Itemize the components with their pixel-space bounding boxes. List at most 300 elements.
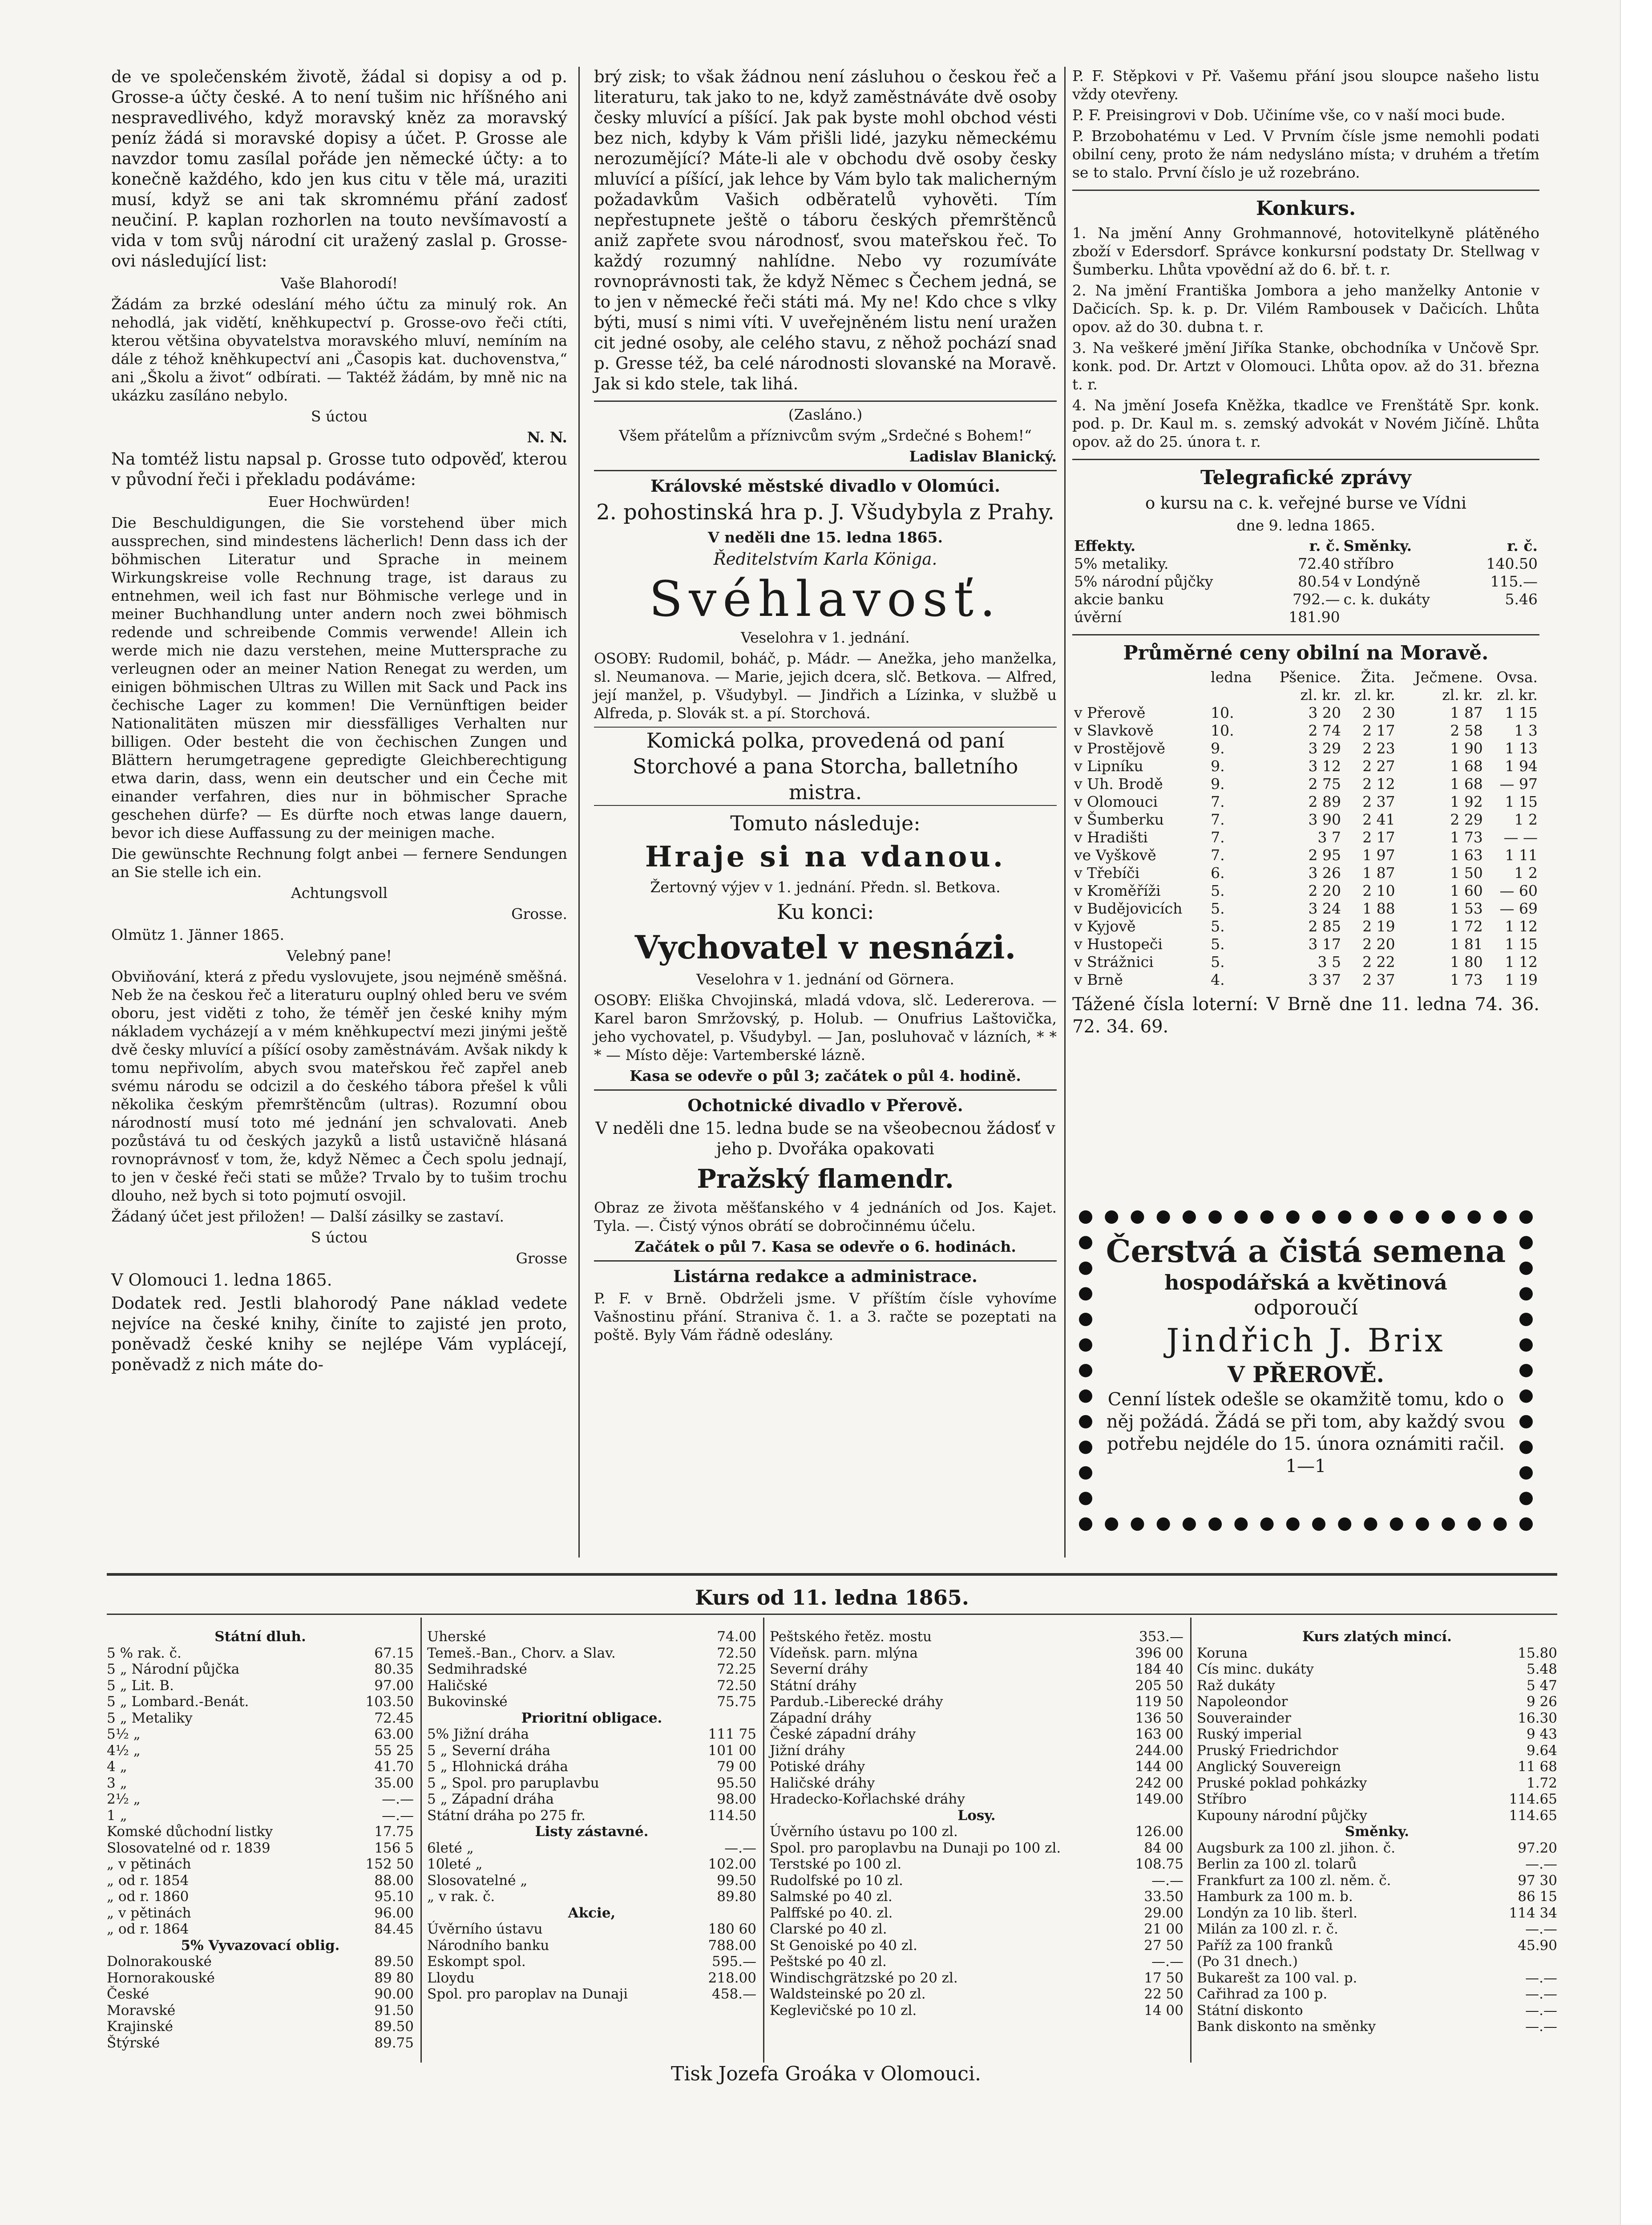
rate-value: 242 00: [1135, 1775, 1183, 1791]
rate-row: [1197, 1840, 1557, 1857]
listarna: Listárna redakce a administrace. P. F. v Brně. Obdrželi jsme. V příštím čísle vyhovíme Vašnostinu přání. Straniva č. 1. a 3. račte se pozeptati na poště. Byly Vám řádně odeslány.: [594, 1260, 1057, 1344]
table-cell: 2 41: [1362, 811, 1395, 828]
rate-value: 27 50: [1144, 1937, 1183, 1954]
rate-value: 84.45: [374, 1921, 414, 1937]
rate-value: —.—: [1525, 1986, 1557, 2002]
rate-value: 33.50: [1144, 1889, 1183, 1905]
rate-value: 75.75: [717, 1694, 756, 1710]
rate-label: Windischgrätzské po 20 zl.: [770, 1970, 958, 1986]
table-cell: 7.: [1211, 829, 1225, 846]
table-cell: v Prostějově: [1074, 740, 1165, 757]
rate-label: Spol. pro paroplav na Dunaji: [427, 1986, 628, 2002]
rate-label: Spol. pro paroplavbu na Dunaji po 100 zl.: [770, 1840, 1061, 1856]
rate-value: 1.72: [1526, 1775, 1557, 1791]
rate-value: 96.00: [374, 1905, 414, 1921]
table-cell: 9.: [1211, 775, 1225, 793]
rate-label: Londýn za 10 lib. šterl.: [1197, 1905, 1358, 1921]
rate-row: [427, 1759, 756, 1775]
rate-value: 9.64: [1526, 1742, 1557, 1759]
table-cell: 2 17: [1362, 829, 1395, 846]
table-cell: — 69: [1499, 900, 1538, 917]
rate-label: St Genoiské po 40 zl.: [770, 1937, 917, 1954]
table-row: [1072, 722, 1539, 740]
table-row: [1072, 882, 1539, 900]
rate-row: [427, 1726, 756, 1743]
table-cell: 2 95: [1308, 846, 1341, 864]
rate-value: 163 00: [1135, 1726, 1183, 1742]
rate-value: 29.00: [1144, 1905, 1183, 1921]
article-text: brý zisk; to však žádnou není zásluhou o českou řeč a literaturu, tak jako to ne, když zaměstnáváte dvě osoby česky mluvící a píšící. Jak pak byste mohl obchod vésti bez nich, kdyby k Vám přišli lidé, jazyku německému nerozumějící? Máte-li ale v obchodu dvě osoby česky mluvící a píšící, jak lehce by Vám bylo tak malicherným požadavkům Vašich odběratelů vyhověti. Tím nepřestupnete ještě o táboru českých přemrštěnců aniž zapřete svou národnosť, svou mateřskou řeč. To každý rozumný nahlídne. Nebo vy rozumíváte rovnoprávnosti tak, že když Němec s Čechem jedná, se to jen v německé řeči státi má. My ne! Kdo chce s vlky býti, musí s nimi víti. V uveřejněném listu není uražen cit jedné osoby, ale celého stavu, z něhož pochází snad p. Gresse též, ba celé národnosti slovanské na Moravě. Jak si kdo stele, tak lihá.: [594, 67, 1057, 393]
rate-value: 79 00: [717, 1759, 756, 1775]
rate-row: [770, 1889, 1183, 1905]
rate-value: 788.00: [708, 1937, 756, 1954]
table-cell: v Uh. Brodě: [1074, 775, 1163, 793]
rate-row: [770, 1856, 1183, 1873]
table-cell: 1 92: [1450, 793, 1483, 810]
rate-label: Západní dráhy: [770, 1710, 872, 1726]
rate-label: Státní dráhy: [770, 1677, 856, 1694]
rate-label: Slosovatelné od r. 1839: [107, 1840, 271, 1856]
table-cell: ve Vyškově: [1074, 846, 1156, 864]
rate-row: [427, 1629, 756, 1645]
rate-value: —.—: [1525, 1856, 1557, 1872]
rate-row: [770, 1938, 1183, 1954]
printer-imprint: Tisk Jozefa Groáka v Olomouci.: [670, 2063, 982, 2085]
table-cell: 1 11: [1505, 846, 1538, 864]
table-cell: 2 37: [1362, 793, 1395, 810]
rate-label: 5½ „: [107, 1726, 141, 1742]
rate-label: Lloydu: [427, 1970, 475, 1986]
table-cell: v Šumberku: [1074, 811, 1164, 828]
rate-value: 353.—: [1139, 1629, 1183, 1645]
section-rule: [107, 1573, 1557, 1576]
rate-row: [770, 1954, 1183, 1970]
table-cell: 5.: [1211, 882, 1225, 899]
table-cell: 3 37: [1308, 971, 1341, 988]
table-cell: v Slavkově: [1074, 722, 1154, 739]
table-cell: 10.: [1211, 704, 1234, 721]
rate-label: Palffské po 40. zl.: [770, 1905, 893, 1921]
rate-row: [1197, 1710, 1557, 1727]
rate-label: České: [107, 1986, 149, 2002]
table-row: [1072, 811, 1539, 829]
table-row: [1072, 793, 1539, 811]
table-cell: 2 20: [1362, 935, 1395, 953]
rate-label: 5 „ Národní půjčka: [107, 1661, 240, 1677]
rate-label: Severní dráhy: [770, 1661, 868, 1677]
rate-row: [107, 1970, 414, 1986]
rate-value: 458.—: [711, 1986, 756, 2002]
rate-value: —.—: [724, 1840, 756, 1856]
column-3: [1072, 67, 1539, 1040]
table-cell: 1 73: [1450, 971, 1483, 988]
table-row: [1072, 740, 1539, 757]
rate-subhead: 5% Vyvazovací oblig.: [181, 1937, 340, 1954]
rate-row: [770, 1743, 1183, 1759]
kurs-col-3: [770, 1629, 1183, 2019]
rate-label: Bukarešt za 100 val. p.: [1197, 1970, 1357, 1986]
rate-value: 126.00: [1135, 1824, 1183, 1840]
rate-value: 89.75: [374, 2035, 414, 2051]
table-cell: v Přerově: [1074, 704, 1146, 721]
table-cell: 2 29: [1450, 811, 1483, 828]
rate-row: [427, 1986, 756, 2002]
rate-row: [427, 1678, 756, 1694]
rate-row: [427, 1856, 756, 1873]
rate-row: [1197, 1889, 1557, 1905]
rate-label: Hradecko-Kořlachské dráhy: [770, 1791, 965, 1807]
telegraph: Telegrafické zprávy o kursu na c. k. veřejné burse ve Vídni dne 9. ledna 1865. Effekty. r. č. Směnky. r. č. 5% metaliky. 72.40 stříbro 140.50 5% národní půjčky 80.54 v Londýně 115.— akcie banku 792.— c. k. dukáty 5.46 úvěrní 181.90: [1072, 459, 1539, 626]
rate-value: 101 00: [708, 1742, 756, 1759]
rate-value: 119 50: [1135, 1694, 1183, 1710]
table-cell: 1 73: [1450, 829, 1483, 846]
rate-row: [427, 1921, 756, 1938]
grain-table: ledna Pšenice. Žita. Ječmene. Ovsa. zl. kr. zl. kr. zl. kr. zl. kr. v Přerově 10. 3 20 2 30 1 87 1 15 v Slavkově 10. 2 74 2 17 2 58 1 3 v Prostějově 9. 3 29 2 23 1 90 1 13 v Lipníku 9. 3 12 2 27 1 68 1 94 v Uh. Brodě 9. 2 75 2 12 1 68 — 97 v Olomouci 7. 2 89 2 37 1 92 1 15 v Šumberku 7. 3 90 2 41 2 29 1 2 v Hradišti 7. 3 7 2 17 1 73 — — ve Vyškově 7. 2 95 1 97 1 63 1 11 v Třebíči 6. 3 26 1 87 1 50 1 2 v Kroměříži 5. 2 20 2 10 1 60 — 60 v Budějovicích 5. 3 24 1 88 1 53 — 69 v Kyjově 5. 2 85 2 19 1 72 1 12 v Hustopeči 5. 3 17 2 20 1 81 1 15 v Strážnici 5. 3 5 2 22 1 80 1 12 v Brně 4. 3 37 2 37 1 73 1 19: [1072, 668, 1539, 989]
table-cell: — 60: [1499, 882, 1538, 899]
rate-row: [1197, 1678, 1557, 1694]
rate-row: [770, 1629, 1183, 1645]
table-cell: 3 12: [1308, 757, 1341, 775]
table-cell: 3 24: [1308, 900, 1341, 917]
rate-value: 205 50: [1135, 1677, 1183, 1694]
rate-label: Uherské: [427, 1629, 486, 1645]
rate-row: [107, 1921, 414, 1938]
rate-value: —.—: [1525, 2002, 1557, 2019]
rate-subhead: Směnky.: [1345, 1824, 1410, 1840]
rate-label: Kupouny národní půjčky: [1197, 1807, 1367, 1824]
table-cell: 7.: [1211, 846, 1225, 864]
rate-row: [107, 2002, 414, 2019]
rate-row: [107, 1986, 414, 2002]
rate-value: —.—: [1525, 1970, 1557, 1986]
rate-value: 89 80: [374, 1970, 414, 1986]
rate-value: 114.65: [1509, 1791, 1557, 1807]
rate-label: Hamburk za 100 m. b.: [1197, 1889, 1353, 1905]
rate-row: [770, 1824, 1183, 1840]
rate-row: [770, 1775, 1183, 1792]
rate-label: Štýrské: [107, 2035, 160, 2051]
rate-label: „ od r. 1860: [107, 1889, 189, 1905]
rate-value: 95.10: [374, 1889, 414, 1905]
rate-value: 114.65: [1509, 1807, 1557, 1824]
table-cell: 2 37: [1362, 971, 1395, 988]
rate-label: Berlin za 100 zl. tolarů: [1197, 1856, 1357, 1872]
rate-label: Milán za 100 zl. r. č.: [1197, 1921, 1338, 1937]
table-cell: 3 26: [1308, 864, 1341, 882]
rate-value: 72.45: [374, 1710, 414, 1726]
rate-row: [770, 1905, 1183, 1922]
rate-row: [427, 1873, 756, 1889]
column-rule: [1064, 67, 1066, 1558]
rate-label: Stříbro: [1197, 1791, 1247, 1807]
rate-row: [107, 1791, 414, 1808]
rate-label: Bank diskonto na směnky: [1197, 2019, 1376, 2035]
rate-value: 41.70: [374, 1759, 414, 1775]
column-1: [111, 67, 567, 1378]
table-cell: 3 90: [1308, 811, 1341, 828]
table-cell: 1 63: [1450, 846, 1483, 864]
rate-value: 84 00: [1144, 1840, 1183, 1856]
rate-label: Haličské: [427, 1677, 488, 1694]
rate-value: 63.00: [374, 1726, 414, 1742]
table-cell: 2 30: [1362, 704, 1395, 721]
table-row: [1072, 918, 1539, 935]
table-cell: 5.: [1211, 900, 1225, 917]
rate-row: [770, 1759, 1183, 1775]
rate-label: Sedmihradské: [427, 1661, 527, 1677]
rate-value: 9 26: [1526, 1694, 1557, 1710]
rate-label: Úvěrního ústavu: [427, 1921, 543, 1937]
rate-label: Peštského řetěz. mostu: [770, 1629, 932, 1645]
rate-row: [1197, 1775, 1557, 1792]
article-text: Na tomtéž listu napsal p. Grosse tuto odpověď, kterou v původní řeči i překladu podáváme:: [111, 449, 567, 489]
rate-label: Cařihrad za 100 p.: [1197, 1986, 1328, 2002]
rate-row: [1197, 1808, 1557, 1824]
column-rule: [578, 67, 580, 1558]
konkurs: Konkurs. 1. Na jmění Anny Grohmannové, hotovitelkyně plátěného zboží v Edersdorf. Správce konkursní podstaty Dr. Stellwag v Šumberku. Lhůta vpovědní až do 6. bř. t. r. 2. Na jmění Františka Jombora a jeho manželky Antonie v Dačicích. Sp. k. p. Dr. Vilém Rambousek v Dačicích. Lhůta opov. až do 30. dubna t. r. 3. Na veškeré jmění Jiříka Stanke, obchodníka v Unčově Spr. konk. pod. Dr. Artzt v Olomouci. Lhůta opov. až do 31. března t. r. 4. Na jmění Josefa Kněžka, tkadlce ve Frenštátě Spr. konk. pod. p. Dr. Kaul m. s. zemský advokát v Novém Jičíně. Lhůta opov. až do 25. února t. r.: [1072, 190, 1539, 451]
table-cell: 1 68: [1450, 757, 1483, 775]
rate-label: Souverainder: [1197, 1710, 1291, 1726]
theatre-olomouc: Královské městské divadlo v Olomúci. 2. pohostinská hra p. J. Všudybyla z Prahy. V neděli dne 15. ledna 1865. Ředitelstvím Karla Königa. Svéhlavosť. Veselohra v 1. jednání. OSOBY: Rudomil, boháč, p. Mádr. — Anežka, jeho manželka, sl. Neumanova. — Marie, jejich dcera, slč. Betkova. — Alfred, její manžel, p. Všudybyl. — Jindřich a Lízinka, v službě u Alfreda, p. Slovák st. a pí. Storchová. Komická polka, provedená od paní Storchové a pana Storcha, balletního mistra. Tomuto následuje: Hraje si na vdanou. Žertovný výjev v 1. jednání. Předn. sl. Betkova. Ku konci: Vychovatel v nesnázi. Veselohra v 1. jednání od Görnera. OSOBY: Eliška Chvojinská, mladá vdova, slč. Ledererova. — Karel baron Smržovský, p. Holub. — Onufrius Laštovička, jeho vychovatel, p. Všudybyl. — Jan, posluhovač v lázních, * * * — Místo děje: Vartemberské lázně. Kasa se odevře o půl 3; začátek o půl 4. hodině.: [594, 470, 1057, 1085]
rate-label: 5 „ Metaliky: [107, 1710, 193, 1726]
table-cell: v Hradišti: [1074, 829, 1148, 846]
rate-subhead: Akcie,: [568, 1905, 616, 1921]
table-row: akcie banku 792.— c. k. dukáty 5.46: [1074, 591, 1538, 608]
rate-value: 88.00: [374, 1872, 414, 1889]
rate-value: 21 00: [1144, 1921, 1183, 1937]
notes: P. F. Stěpkovi v Př. Vašemu přání jsou sloupce našeho listu vždy otevřeny. P. F. Preisingrovi v Dob. Učiníme vše, co v naší moci bude. P. Brzobohatému v Led. V Prvním čísle jsme nemohli podati obilní ceny, proto že nám nedysláno místa; v druhém a třetím se to stalo. První číslo je už rozebráno.: [1072, 67, 1539, 181]
rate-row: [107, 1726, 414, 1743]
rate-row: [427, 1840, 756, 1857]
rate-label: 5% Jižní dráha: [427, 1726, 529, 1742]
table-row: [1072, 900, 1539, 918]
table-cell: 2 23: [1362, 740, 1395, 757]
rate-label: 5 „ Západní dráha: [427, 1791, 554, 1807]
rate-row: [770, 2002, 1183, 2019]
table-cell: 1 94: [1505, 757, 1538, 775]
rate-row: [107, 1954, 414, 1970]
table-cell: 9.: [1211, 757, 1225, 775]
rate-row: [770, 1986, 1183, 2002]
table-cell: 3 7: [1317, 829, 1341, 846]
table-cell: 1 68: [1450, 775, 1483, 793]
rate-label: Salmské po 40 zl.: [770, 1889, 893, 1905]
rate-row: [107, 2035, 414, 2051]
rate-label: Státní dráha po 275 fr.: [427, 1807, 586, 1824]
rate-row: [107, 1775, 414, 1792]
rate-row: [1197, 1759, 1557, 1775]
table-cell: 2 22: [1362, 953, 1395, 971]
rate-label: Anglický Souvereign: [1197, 1759, 1341, 1775]
rate-value: 99.50: [717, 1872, 756, 1889]
rate-value: 102.00: [708, 1856, 756, 1872]
rate-value: 136 50: [1135, 1710, 1183, 1726]
rate-value: 45.90: [1518, 1937, 1557, 1954]
rate-value: 89.80: [717, 1889, 756, 1905]
rate-row: [107, 1743, 414, 1759]
rate-row: [427, 1808, 756, 1824]
rate-row: [107, 1678, 414, 1694]
article-text: Dodatek red. Jestli blahorodý Pane náklad vedete nejvíce na české knihy, činíte to zajisté jen proto, poněvadž české knihy se nejlépe Vám vyplácejí, poněvadž z nich máte do-: [111, 1294, 567, 1374]
rate-row: [427, 1743, 756, 1759]
rate-label: Keglevičské po 10 zl.: [770, 2002, 917, 2019]
rate-value: 91.50: [374, 2002, 414, 2019]
rate-value: 17 50: [1144, 1970, 1183, 1986]
table-cell: 2 85: [1308, 918, 1341, 935]
rate-label: Úvěrního ústavu po 100 zl.: [770, 1824, 958, 1840]
rate-value: 9 43: [1526, 1726, 1557, 1742]
rate-row: [770, 1791, 1183, 1808]
rate-value: 111 75: [708, 1726, 756, 1742]
rate-value: 5.48: [1526, 1661, 1557, 1677]
table-cell: 1 13: [1505, 740, 1538, 757]
table-cell: 1 3: [1514, 722, 1538, 739]
table-row: [1072, 953, 1539, 971]
rate-value: 72.50: [717, 1645, 756, 1661]
rate-value: 114.50: [708, 1807, 756, 1824]
rate-label: 5 „ Hlohnická dráha: [427, 1759, 569, 1775]
rate-label: Národního banku: [427, 1937, 549, 1954]
table-cell: 1 81: [1450, 935, 1483, 953]
rate-row: [427, 1970, 756, 1986]
table-cell: 1 88: [1362, 900, 1395, 917]
table-cell: 1 12: [1505, 918, 1538, 935]
rate-label: Cís minc. dukáty: [1197, 1661, 1314, 1677]
table-cell: 1 15: [1505, 793, 1538, 810]
table-row: [1072, 757, 1539, 775]
telegraph-table: Effekty. r. č. Směnky. r. č. 5% metaliky. 72.40 stříbro 140.50 5% národní půjčky 80.54 v Londýně 115.— akcie banku 792.— c. k. dukáty 5.46 úvěrní 181.90: [1072, 537, 1539, 626]
rate-row: [1197, 2019, 1557, 2035]
rate-label: Pardub.-Liberecké dráhy: [770, 1694, 943, 1710]
rate-row: [1197, 1726, 1557, 1743]
rate-label: Jižní dráhy: [770, 1742, 845, 1759]
table-cell: 1 19: [1505, 971, 1538, 988]
rate-value: 67.15: [374, 1645, 414, 1661]
rate-row: [1197, 1905, 1557, 1922]
rate-label: Rudolfské po 10 zl.: [770, 1872, 903, 1889]
rate-row: [1197, 1694, 1557, 1710]
table-cell: v Hustopeči: [1074, 935, 1163, 953]
rate-value: 16.30: [1518, 1710, 1557, 1726]
rate-value: 17.75: [374, 1824, 414, 1840]
table-cell: 4.: [1211, 971, 1225, 988]
table-cell: 2 10: [1362, 882, 1395, 899]
rate-row: [427, 1791, 756, 1808]
rate-row: [107, 1905, 414, 1922]
table-cell: 2 89: [1308, 793, 1341, 810]
rate-label: Hornorakouské: [107, 1970, 215, 1986]
rate-value: 103.50: [365, 1694, 414, 1710]
rate-row: [770, 1840, 1183, 1857]
rate-subhead: Prioritní obligace.: [521, 1710, 662, 1726]
rate-value: 180 60: [708, 1921, 756, 1937]
zaslano: (Zasláno.) Všem přátelům a příznivcům svým „Srdečné s Bohem!“ Ladislav Blanický.: [594, 400, 1057, 465]
table-cell: 1 90: [1450, 740, 1483, 757]
rate-label: 3 „: [107, 1775, 127, 1791]
rate-value: —.—: [1151, 1954, 1183, 1970]
table-cell: 2 58: [1450, 722, 1483, 739]
letter-1: Vaše Blahorodí! Žádám za brzké odeslání mého účtu za minulý rok. An nehodlá, jak vidětí, kněhkupectví p. Grosse-ovo řeči ctíti, kterou většina obyvatelstva moravského mluví, nemíním na dále z téhož kněhkupectví ani „Časopis kat. duchovenstva,“ ani „Školu a život“ odbírati. — Taktéž žádám, by mně nic na ukázku zasíláno nebylo. S úctou N. N.: [111, 275, 567, 446]
rate-row: [107, 1808, 414, 1824]
rate-row: [107, 1889, 414, 1905]
rate-value: 144 00: [1135, 1759, 1183, 1775]
rate-value: 97 30: [1518, 1872, 1557, 1889]
rate-value: 156 5: [374, 1840, 414, 1856]
dateline: V Olomouci 1. ledna 1865.: [111, 1270, 332, 1290]
table-row: [1072, 971, 1539, 989]
table-row: [1072, 864, 1539, 882]
rate-value: 184 40: [1135, 1661, 1183, 1677]
rate-label: 4½ „: [107, 1742, 141, 1759]
table-cell: v Kyjově: [1074, 918, 1136, 935]
rate-label: Haličské dráhy: [770, 1775, 875, 1791]
rate-value: 95.50: [717, 1775, 756, 1791]
rate-value: 90.00: [374, 1986, 414, 2002]
table-cell: v Lipníku: [1074, 757, 1143, 775]
rate-label: Potiské dráhy: [770, 1759, 865, 1775]
rate-row: [770, 1645, 1183, 1662]
rate-label: Komské důchodní listky: [107, 1824, 273, 1840]
play-title: Pražský flamendr.: [697, 1164, 954, 1194]
rate-subhead: Losy.: [957, 1807, 996, 1824]
rate-label: „ v pětinách: [107, 1856, 191, 1872]
rate-row: [1197, 1856, 1557, 1873]
rate-label: Dolnorakouské: [107, 1954, 212, 1970]
play-title: Svéhlavosť.: [649, 570, 1002, 627]
table-row: [1072, 935, 1539, 953]
rate-label: Frankfurt za 100 zl. něm. č.: [1197, 1872, 1391, 1889]
table-cell: v Strážnici: [1074, 953, 1154, 971]
rate-row: [770, 1970, 1183, 1986]
rate-label: Peštské po 40 zl.: [770, 1954, 887, 1970]
rate-label: „ od r. 1854: [107, 1872, 189, 1889]
rate-value: 152 50: [365, 1856, 414, 1872]
rate-label: 5 „ Spol. pro paruplavbu: [427, 1775, 599, 1791]
rate-label: Eskompt spol.: [427, 1954, 526, 1970]
rate-value: 89.50: [374, 1954, 414, 1970]
rate-row: [770, 1661, 1183, 1678]
grain-prices: Průměrné ceny obilní na Moravě. ledna Pšenice. Žita. Ječmene. Ovsa. zl. kr. zl. kr. zl. kr. zl. kr. v Přerově 10. 3 20 2 30 1 87 1 15 v Slavkově 10. 2 74 2 17 2 58 1 3 v Prostějově 9. 3 29 2 23 1 90 1 13 v Lipníku 9. 3 12 2 27 1 68 1 94 v Uh. Brodě 9. 2 75 2 12 1 68 — 97 v Olomouci 7. 2 89 2 37 1 92 1 15 v Šumberku 7. 3 90 2 41 2 29 1 2 v Hradišti 7. 3 7 2 17 1 73 — — ve Vyškově 7. 2 95 1 97 1 63 1 11 v Třebíči 6. 3 26 1 87 1 50 1 2 v Kroměříži 5. 2 20 2 10 1 60 — 60 v Budějovicích 5. 3 24 1 88 1 53 — 69 v Kyjově 5. 2 85 2 19 1 72 1 12 v Hustopeči 5. 3 17 2 20 1 81 1 15 v Strážnici 5. 3 5 2 22 1 80 1 12 v Brně 4. 3 37 2 37 1 73 1 19 Tážené čísla loterní: V Brně dne 11. ledna 74. 36. 72. 34. 69.: [1072, 634, 1539, 1038]
table-cell: 1 72: [1450, 918, 1483, 935]
rate-row: [1197, 1921, 1557, 1938]
rate-row: [1197, 1645, 1557, 1662]
table-cell: 1 2: [1514, 864, 1538, 882]
table-row: [1072, 829, 1539, 846]
rate-value: 97.00: [374, 1677, 414, 1694]
rate-row: [770, 1921, 1183, 1938]
table-cell: 2 75: [1308, 775, 1341, 793]
rate-value: 15.80: [1518, 1645, 1557, 1661]
rate-row: [427, 1938, 756, 1954]
table-cell: 1 15: [1505, 704, 1538, 721]
table-cell: 1 50: [1450, 864, 1483, 882]
rate-label: „ od r. 1864: [107, 1921, 189, 1937]
rate-label: Krajinské: [107, 2019, 173, 2035]
rate-row: [1197, 1954, 1557, 1970]
rate-value: 97.20: [1518, 1840, 1557, 1856]
rate-row: [107, 1840, 414, 1857]
rate-row: [1197, 1986, 1557, 2002]
table-cell: v Kroměříži: [1074, 882, 1161, 899]
page-edge: [1620, 0, 1652, 2225]
rate-row: [427, 1775, 756, 1792]
rate-label: „ v rak. č.: [427, 1889, 495, 1905]
letter-2: Euer Hochwürden! Die Beschuldigungen, die Sie vorstehend über mich aussprechen, sind mindestens lächerlich! Denn dass ich der böhmischen Literatur und Sprache in meinem Wirkungskreise volle Rechnung trage, ist daraus zu entnehmen, weil ich fast nur Böhmische verlege und in meiner Buchhandlung unter andern noch zwei böhmisch redende und schreibende Commis verwende! Allein ich werde mich nie dazu verstehen, meine Muttersprache zu verleugnen oder an meiner Nation Renegat zu werden, um einigen böhmischen Ultras zu Willen mit Sack und Pack ins čechische Lager zu kommen! Die Vernünftigen beider Nationalitäten müszen mir diessfälliges Verhalten nur billigen. Oder besteht die von čechischen Zungen und Blättern herumgetragene gepredigte Gleichberechtigung etwa darin, dass, wenn ein deutscher und ein Čeche mit einander verfahren, dies nur in böhmischer Sprache geschehen dürfe? — Es dürfte noch etwas lange dauern, bevor ich diese Auffassung zu der meinigen mache. Die gewünschte Rechnung folgt anbei — fernere Sendungen an Sie stelle ich ein. Achtungsvoll Grosse. Olmütz 1. Jänner 1865. Velebný pane! Obviňování, která z předu vyslovujete, jsou nejméně směšná. Neb že na českou řeč a literaturu ouplný ohled beru ve svém oboru, jest viděti z toho, že téměř jen české knihy mým nákladem vycházejí a v mém kněhkupectví mezi jinými ještě dvě česky mluvící a píšící osoby zaměstnávám. Avšak nikdy k tomu nepřivolím, abych svou mateřskou řeč zapřel aneb svému národu se odcizil a do českého tábora přešel k vůli několika českým přemrštěncům (ultras). Rozumní obou národností musí toto mé jednání jen schvalovati. Aneb pozůstává tu od českých jazyků a listů ustavičně hlásaná rovnoprávnosť v tom, že, když Němec a Čech spolu jednají, to jen v české řeči stati se může? Trvalo by to tušim trochu dlouho, než bych si toto pojmutí osvojil. Žádaný účet jest přiložen! — Další zásilky se zastaví. S úctou Grosse: [111, 493, 567, 1267]
rate-row: [1197, 1743, 1557, 1759]
table-cell: — —: [1503, 829, 1538, 846]
rate-row: [770, 1726, 1183, 1743]
rate-label: 4 „: [107, 1759, 127, 1775]
